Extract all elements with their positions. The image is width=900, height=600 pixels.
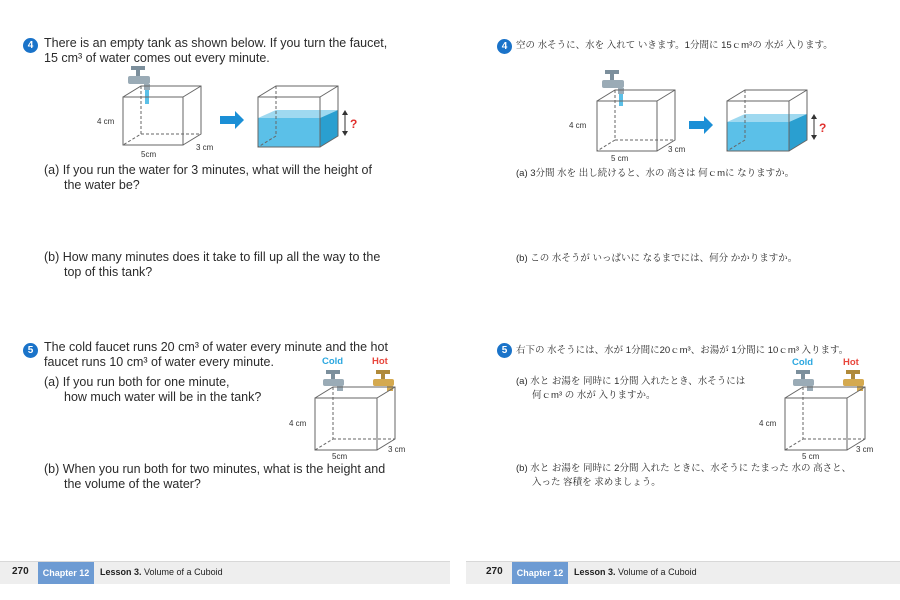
tank-5-depth-label-jp: 3 cm	[856, 445, 874, 454]
japanese-page	[450, 0, 900, 600]
question-5b-line2-jp: 入った 容積を 求めましょう。	[532, 477, 661, 488]
height-label-jp: 4 cm	[569, 121, 587, 130]
page-footer	[0, 562, 450, 584]
cold-label: Cold	[322, 356, 344, 367]
question-4b-line2: top of this tank?	[64, 265, 153, 279]
chapter-tab: Chapter 12	[512, 562, 568, 584]
question-5a-line2-jp: 何ｃm³ の 水が 入りますか。	[532, 390, 656, 401]
question-4-number: 4	[23, 38, 38, 53]
page-number: 270	[486, 566, 503, 577]
question-5-text-jp: 右下の 水そうには、水が 1分間に20ｃm³、お湯が 1分間に 10ｃm³ 入ります。	[516, 345, 849, 356]
question-5b-line1-jp: (b) 水と お湯を 同時に 2分間 入れた ときに、水そうに たまった 水の 高さと、	[516, 463, 852, 474]
question-4a-line2: the water be?	[64, 178, 140, 192]
tank-5-width-label-jp: 5 cm	[802, 452, 820, 461]
lesson-name: Volume of a Cuboid	[144, 567, 223, 577]
question-4b-jp: (b) この 水そうが いっぱいに なるまでには、何分 かかりますか。	[516, 253, 798, 264]
width-label: 5cm	[141, 150, 157, 159]
lesson-name: Volume of a Cuboid	[618, 567, 697, 577]
hot-faucet-icon	[373, 370, 394, 391]
width-label-jp: 5 cm	[611, 154, 629, 163]
chapter-tab: Chapter 12	[38, 562, 94, 584]
tank-5-width-label: 5cm	[332, 452, 348, 461]
lesson-title	[100, 567, 223, 577]
question-5a-line2: how much water will be in the tank?	[64, 390, 262, 404]
question-5b-line2: the volume of the water?	[64, 477, 201, 491]
question-5-line2: faucet runs 10 cm³ of water every minute.	[44, 355, 274, 369]
lesson-title	[574, 567, 697, 577]
question-5a-line1: (a) If you run both for one minute,	[44, 375, 230, 389]
question-5a-line1-jp: (a) 水と お湯を 同時に 1分間 入れたとき、水そうには	[516, 376, 746, 387]
hot-label: Hot	[372, 356, 388, 367]
cold-label-jp: Cold	[792, 357, 814, 368]
tank-5-depth-label: 3 cm	[388, 445, 406, 454]
question-5b-line1: (b) When you run both for two minutes, what is the height and	[44, 462, 386, 476]
tank-5	[315, 387, 395, 450]
height-label: 4 cm	[97, 117, 115, 126]
tank-5	[785, 387, 865, 450]
depth-label: 3 cm	[196, 143, 214, 152]
question-5-number-jp: 5	[497, 343, 512, 358]
hot-faucet-icon	[843, 370, 864, 391]
question-4-text-jp: 空の 水そうに、水を 入れて いきます。1分間に 15ｃm³の 水が 入ります。	[516, 40, 833, 51]
depth-label-jp: 3 cm	[668, 145, 686, 154]
question-5-line1: The cold faucet runs 20 cm³ of water every minute and the hot	[44, 340, 388, 354]
lesson-number: Lesson 3.	[574, 567, 616, 577]
tank-5-height-label-jp: 4 cm	[759, 419, 777, 428]
question-mark-jp: ?	[819, 121, 827, 135]
question-4-line1: There is an empty tank as shown below. If you turn the faucet,	[44, 36, 388, 50]
question-4a-line1: (a) If you run the water for 3 minutes, what will the height of	[44, 163, 372, 177]
question-4b-line1: (b) How many minutes does it take to fill up all the way to the	[44, 250, 381, 264]
page-footer	[466, 562, 900, 584]
question-5-number: 5	[23, 343, 38, 358]
question-5-diagram-jp	[450, 0, 900, 600]
question-4-line2: 15 cm³ of water comes out every minute.	[44, 51, 270, 65]
question-4a-jp: (a) 3分間 水を 出し続けると、水の 高さは 何ｃmに なりますか。	[516, 168, 795, 179]
question-mark: ?	[350, 117, 358, 131]
page-number: 270	[12, 566, 29, 577]
lesson-number: Lesson 3.	[100, 567, 142, 577]
tank-5-height-label: 4 cm	[289, 419, 307, 428]
question-5b-jp	[516, 462, 851, 490]
question-5b	[44, 462, 385, 492]
hot-label-jp: Hot	[843, 357, 859, 368]
question-4-number-jp: 4	[497, 39, 512, 54]
